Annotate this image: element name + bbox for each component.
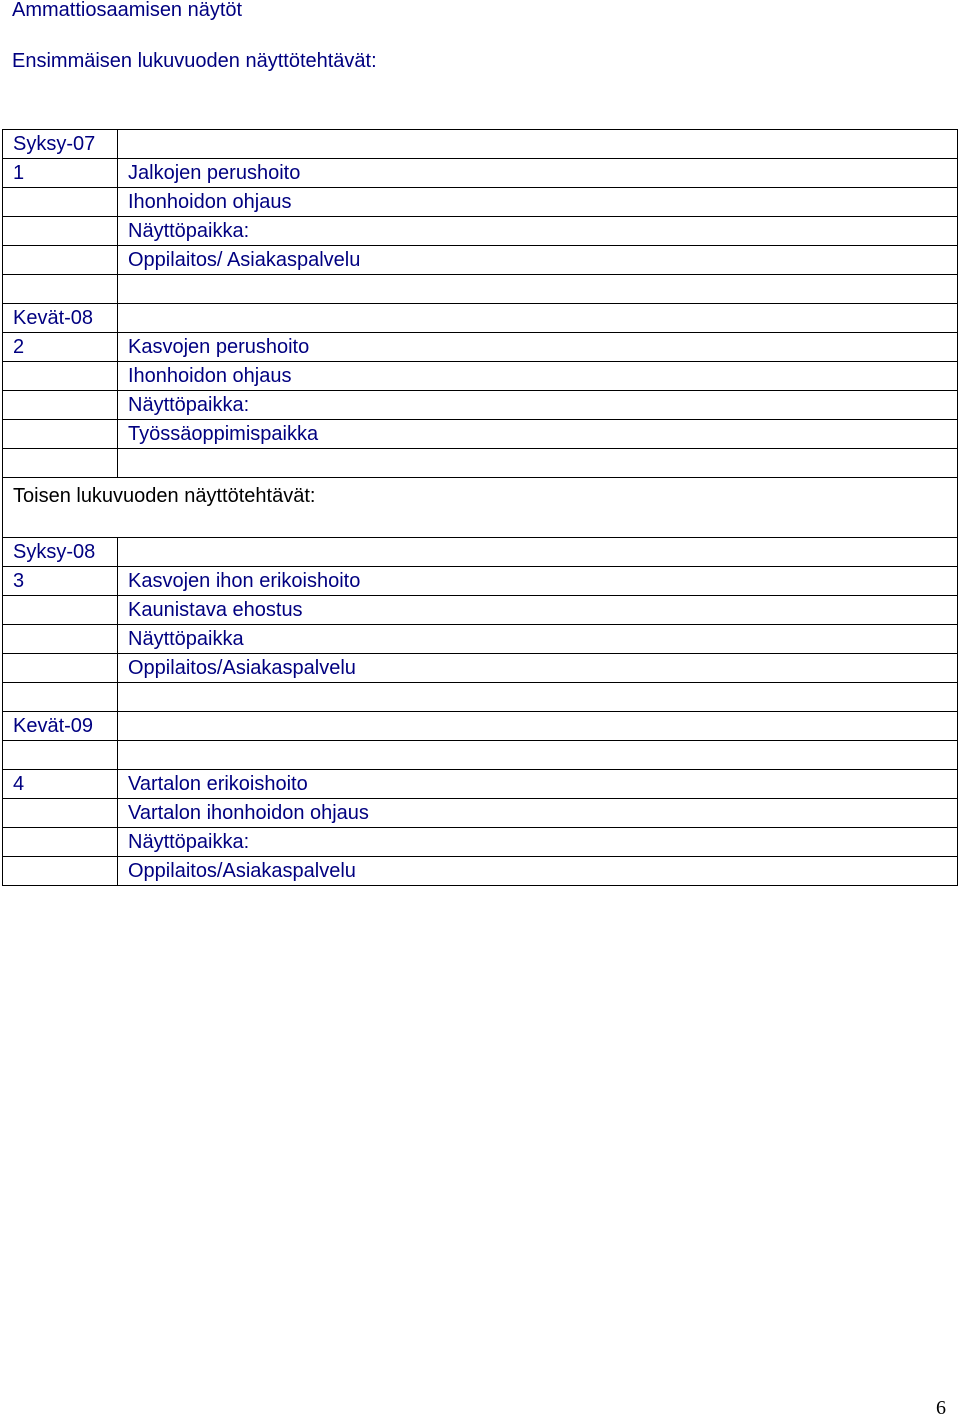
empty-cell — [118, 275, 958, 304]
table-row — [3, 478, 958, 538]
table-row — [3, 712, 958, 741]
task-line: Oppilaitos/ Asiakaspalvelu — [118, 246, 958, 275]
task-line: Näyttöpaikka: — [118, 391, 958, 420]
task-number: 4 — [3, 770, 118, 799]
table-row — [3, 654, 958, 683]
table-row — [3, 567, 958, 596]
empty-cell — [3, 741, 118, 770]
empty-cell — [3, 188, 118, 217]
period-label: Kevät-08 — [3, 304, 118, 333]
table-row — [3, 246, 958, 275]
table-row — [3, 538, 958, 567]
period-label: Syksy-07 — [3, 130, 118, 159]
task-line: Oppilaitos/Asiakaspalvelu — [118, 654, 958, 683]
task-line: Työssäoppimispaikka — [118, 420, 958, 449]
table-row — [3, 420, 958, 449]
table-row — [3, 828, 958, 857]
task-number: 2 — [3, 333, 118, 362]
table-row — [3, 304, 958, 333]
empty-cell — [3, 683, 118, 712]
task-line: Vartalon erikoishoito — [118, 770, 958, 799]
empty-cell — [3, 654, 118, 683]
empty-cell — [3, 391, 118, 420]
empty-cell — [118, 683, 958, 712]
empty-cell — [118, 741, 958, 770]
empty-cell — [118, 130, 958, 159]
demonstration-tasks-table — [2, 129, 958, 886]
empty-cell — [3, 275, 118, 304]
empty-cell — [3, 362, 118, 391]
task-line: Ihonhoidon ohjaus — [118, 362, 958, 391]
table-row — [3, 130, 958, 159]
empty-cell — [3, 449, 118, 478]
table-row — [3, 159, 958, 188]
first-year-title: Ensimmäisen lukuvuoden näyttötehtävät: — [12, 50, 377, 72]
table-row — [3, 333, 958, 362]
period-label: Kevät-09 — [3, 712, 118, 741]
table-row — [3, 741, 958, 770]
second-year-title: Toisen lukuvuoden näyttötehtävät: — [3, 478, 958, 538]
page-number: 6 — [936, 1397, 946, 1419]
task-line: Kasvojen ihon erikoishoito — [118, 567, 958, 596]
task-line: Oppilaitos/Asiakaspalvelu — [118, 857, 958, 886]
task-line: Jalkojen perushoito — [118, 159, 958, 188]
task-line: Näyttöpaikka: — [118, 828, 958, 857]
table-row — [3, 391, 958, 420]
empty-cell — [118, 449, 958, 478]
empty-cell — [118, 304, 958, 333]
empty-cell — [3, 596, 118, 625]
empty-cell — [118, 538, 958, 567]
table-row — [3, 275, 958, 304]
task-number: 1 — [3, 159, 118, 188]
period-label: Syksy-08 — [3, 538, 118, 567]
task-line: Ihonhoidon ohjaus — [118, 188, 958, 217]
empty-cell — [3, 420, 118, 449]
task-line: Näyttöpaikka — [118, 625, 958, 654]
task-line: Kasvojen perushoito — [118, 333, 958, 362]
empty-cell — [3, 217, 118, 246]
task-line: Kaunistava ehostus — [118, 596, 958, 625]
empty-cell — [3, 625, 118, 654]
table-row — [3, 449, 958, 478]
table-row — [3, 857, 958, 886]
empty-cell — [3, 799, 118, 828]
table-row — [3, 799, 958, 828]
table-row — [3, 596, 958, 625]
table-row — [3, 362, 958, 391]
task-line: Vartalon ihonhoidon ohjaus — [118, 799, 958, 828]
running-title: Ammattiosaamisen näytöt — [12, 0, 243, 21]
table-row — [3, 770, 958, 799]
task-number: 3 — [3, 567, 118, 596]
table-row — [3, 683, 958, 712]
table-row — [3, 217, 958, 246]
empty-cell — [118, 712, 958, 741]
empty-cell — [3, 246, 118, 275]
empty-cell — [3, 857, 118, 886]
empty-cell — [3, 828, 118, 857]
table-row — [3, 625, 958, 654]
table-row — [3, 188, 958, 217]
task-line: Näyttöpaikka: — [118, 217, 958, 246]
